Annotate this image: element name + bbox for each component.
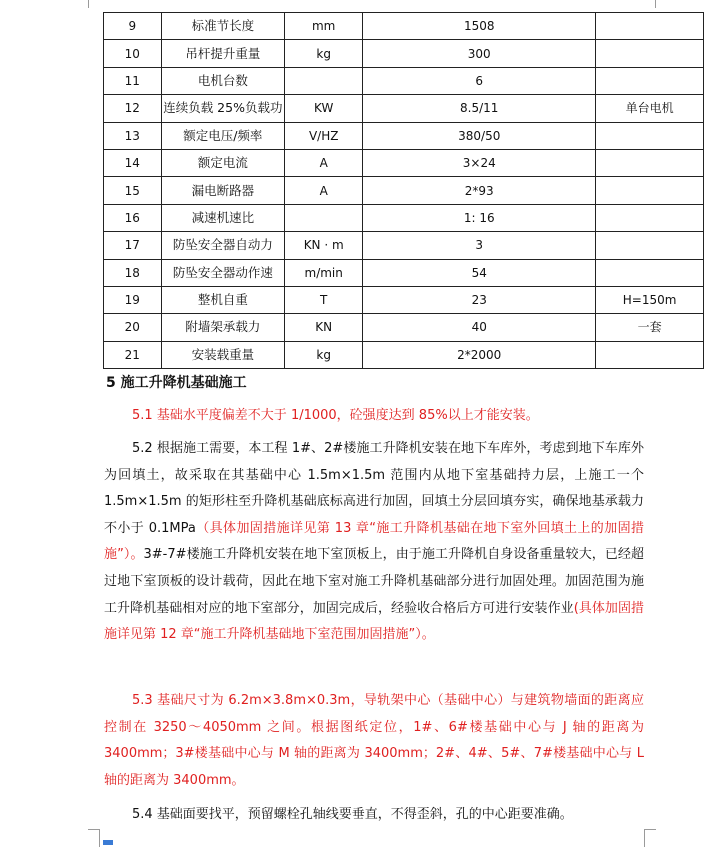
cell-note (596, 177, 704, 204)
table-row (104, 95, 704, 122)
cell-value: 2*2000 (363, 341, 596, 368)
paragraph-5-1: 5.1 基础水平度偏差不大于 1/1000，砼强度达到 85%以上才能安装。 (132, 408, 539, 423)
cell-number: 9 (104, 13, 162, 40)
table-row (104, 341, 704, 368)
cell-note (596, 40, 704, 67)
cell-parameter-name: 额定电流 (161, 149, 284, 176)
page-corner-mark-bottom-left-v (99, 829, 100, 847)
cell-number: 19 (104, 286, 162, 313)
cell-number: 14 (104, 149, 162, 176)
cell-note (596, 232, 704, 259)
table-row (104, 286, 704, 313)
cell-number: 11 (104, 67, 162, 94)
section-heading: 5 施工升降机基础施工 (106, 375, 247, 391)
cell-unit: kg (285, 341, 363, 368)
cell-unit: m/min (285, 259, 363, 286)
page-corner-mark-top-right (655, 0, 656, 8)
cell-note (596, 122, 704, 149)
page-corner-mark-top-left (88, 0, 89, 8)
cell-unit: kg (285, 40, 363, 67)
table-row (104, 259, 704, 286)
cell-value: 300 (363, 40, 596, 67)
cell-value: 1508 (363, 13, 596, 40)
paragraph-5-2-ref-12: (具体加固措施详见第 12 章“施工升降机基础地下室范围加固措施”）。 (104, 600, 644, 643)
cell-number: 10 (104, 40, 162, 67)
cell-value: 380/50 (363, 122, 596, 149)
cell-unit: KN · m (285, 232, 363, 259)
page-corner-mark-bottom-right (644, 829, 656, 830)
cell-parameter-name: 附墙架承载力 (161, 314, 284, 341)
cell-parameter-name: 防坠安全器自动力 (161, 232, 284, 259)
cell-unit: KW (285, 95, 363, 122)
paragraph-5-2 (104, 436, 644, 649)
table-row (104, 67, 704, 94)
paragraph-5-2-part-a: 5.2 根据施工需要，本工程 1#、2#楼施工升降机安装在地下车库外，考虑到地下车库外为回填土，故采取在其基础中心 1.5m×1.5m 范围内从地下室基础持力层，上施工一个 1.5m×1.5m 的矩形柱至升降机基础底标高进行加固，回填土分层回填夯实，确保地基承载力不小于 0.1MPa (104, 441, 644, 536)
cell-unit: V/HZ (285, 122, 363, 149)
paragraph-5-4: 5.4 基础面要找平，预留螺栓孔轴线要垂直，不得歪斜，孔的中心距要准确。 (132, 807, 573, 822)
paragraph-5-2-part-c: 3#-7#楼施工升降机安装在地下室顶板上，由于施工升降机自身设备重量较大，已经超过地下室顶板的设计载荷，因此在地下室对施工升降机基础部分进行加固处理。加固范围为施工升降机基础相对应的地下室部分，加固完成后，经验收合格后方可进行安装作业 (104, 547, 644, 616)
cell-unit (285, 67, 363, 94)
cell-parameter-name: 标准节长度 (161, 13, 284, 40)
page-corner-mark-bottom-right-v (644, 829, 645, 847)
cell-number: 12 (104, 95, 162, 122)
paragraph-5-3: 5.3 基础尺寸为 6.2m×3.8m×0.3m，导轨架中心（基础中心）与建筑物墙面的距离应控制在 3250～4050mm 之间。根据图纸定位，1#、6#楼基础中心与 J 轴的距离为 3400mm；3#楼基础中心与 M 轴的距离为 3400mm；2#、4#、5#、7#楼基础中心与 L 轴的距离为 3400mm。 (104, 693, 644, 788)
cell-number: 15 (104, 177, 162, 204)
cell-unit: mm (285, 13, 363, 40)
cell-parameter-name: 安装载重量 (161, 341, 284, 368)
cell-number: 17 (104, 232, 162, 259)
cell-unit: T (285, 286, 363, 313)
cell-number: 20 (104, 314, 162, 341)
table-row (104, 122, 704, 149)
cell-value: 54 (363, 259, 596, 286)
cell-unit (285, 204, 363, 231)
cell-number: 13 (104, 122, 162, 149)
cell-number: 18 (104, 259, 162, 286)
cell-parameter-name: 防坠安全器动作速 (161, 259, 284, 286)
cell-parameter-name: 连续负载 25%负载功 (161, 95, 284, 122)
cell-number: 21 (104, 341, 162, 368)
paragraph-5-2-ref-13: （具体加固措施详见第 13 章“施工升降机基础在地下室外回填土上的加固措施”）。 (104, 520, 645, 563)
cell-note (596, 341, 704, 368)
cell-note (596, 149, 704, 176)
cell-unit: A (285, 149, 363, 176)
cell-note (596, 204, 704, 231)
cell-note (596, 67, 704, 94)
table-row (104, 40, 704, 67)
spec-table-body (104, 13, 704, 369)
cell-note: 一套 (596, 314, 704, 341)
cell-note (596, 13, 704, 40)
table-row (104, 13, 704, 40)
cell-parameter-name: 减速机速比 (161, 204, 284, 231)
cell-value: 23 (363, 286, 596, 313)
cell-unit: KN (285, 314, 363, 341)
cell-parameter-name: 整机自重 (161, 286, 284, 313)
table-row (104, 314, 704, 341)
cell-value: 2*93 (363, 177, 596, 204)
cell-parameter-name: 额定电压/频率 (161, 122, 284, 149)
cell-unit: A (285, 177, 363, 204)
table-row (104, 177, 704, 204)
table-row (104, 149, 704, 176)
cell-parameter-name: 吊杆提升重量 (161, 40, 284, 67)
cell-note: H=150m (596, 286, 704, 313)
page-marker-icon (103, 840, 113, 845)
cell-value: 3 (363, 232, 596, 259)
cell-parameter-name: 漏电断路器 (161, 177, 284, 204)
cell-note: 单台电机 (596, 95, 704, 122)
table-row (104, 232, 704, 259)
cell-value: 8.5/11 (363, 95, 596, 122)
cell-value: 3×24 (363, 149, 596, 176)
spec-table (103, 12, 704, 369)
cell-note (596, 259, 704, 286)
table-row (104, 204, 704, 231)
cell-value: 6 (363, 67, 596, 94)
cell-value: 40 (363, 314, 596, 341)
cell-value: 1: 16 (363, 204, 596, 231)
cell-number: 16 (104, 204, 162, 231)
cell-parameter-name: 电机台数 (161, 67, 284, 94)
